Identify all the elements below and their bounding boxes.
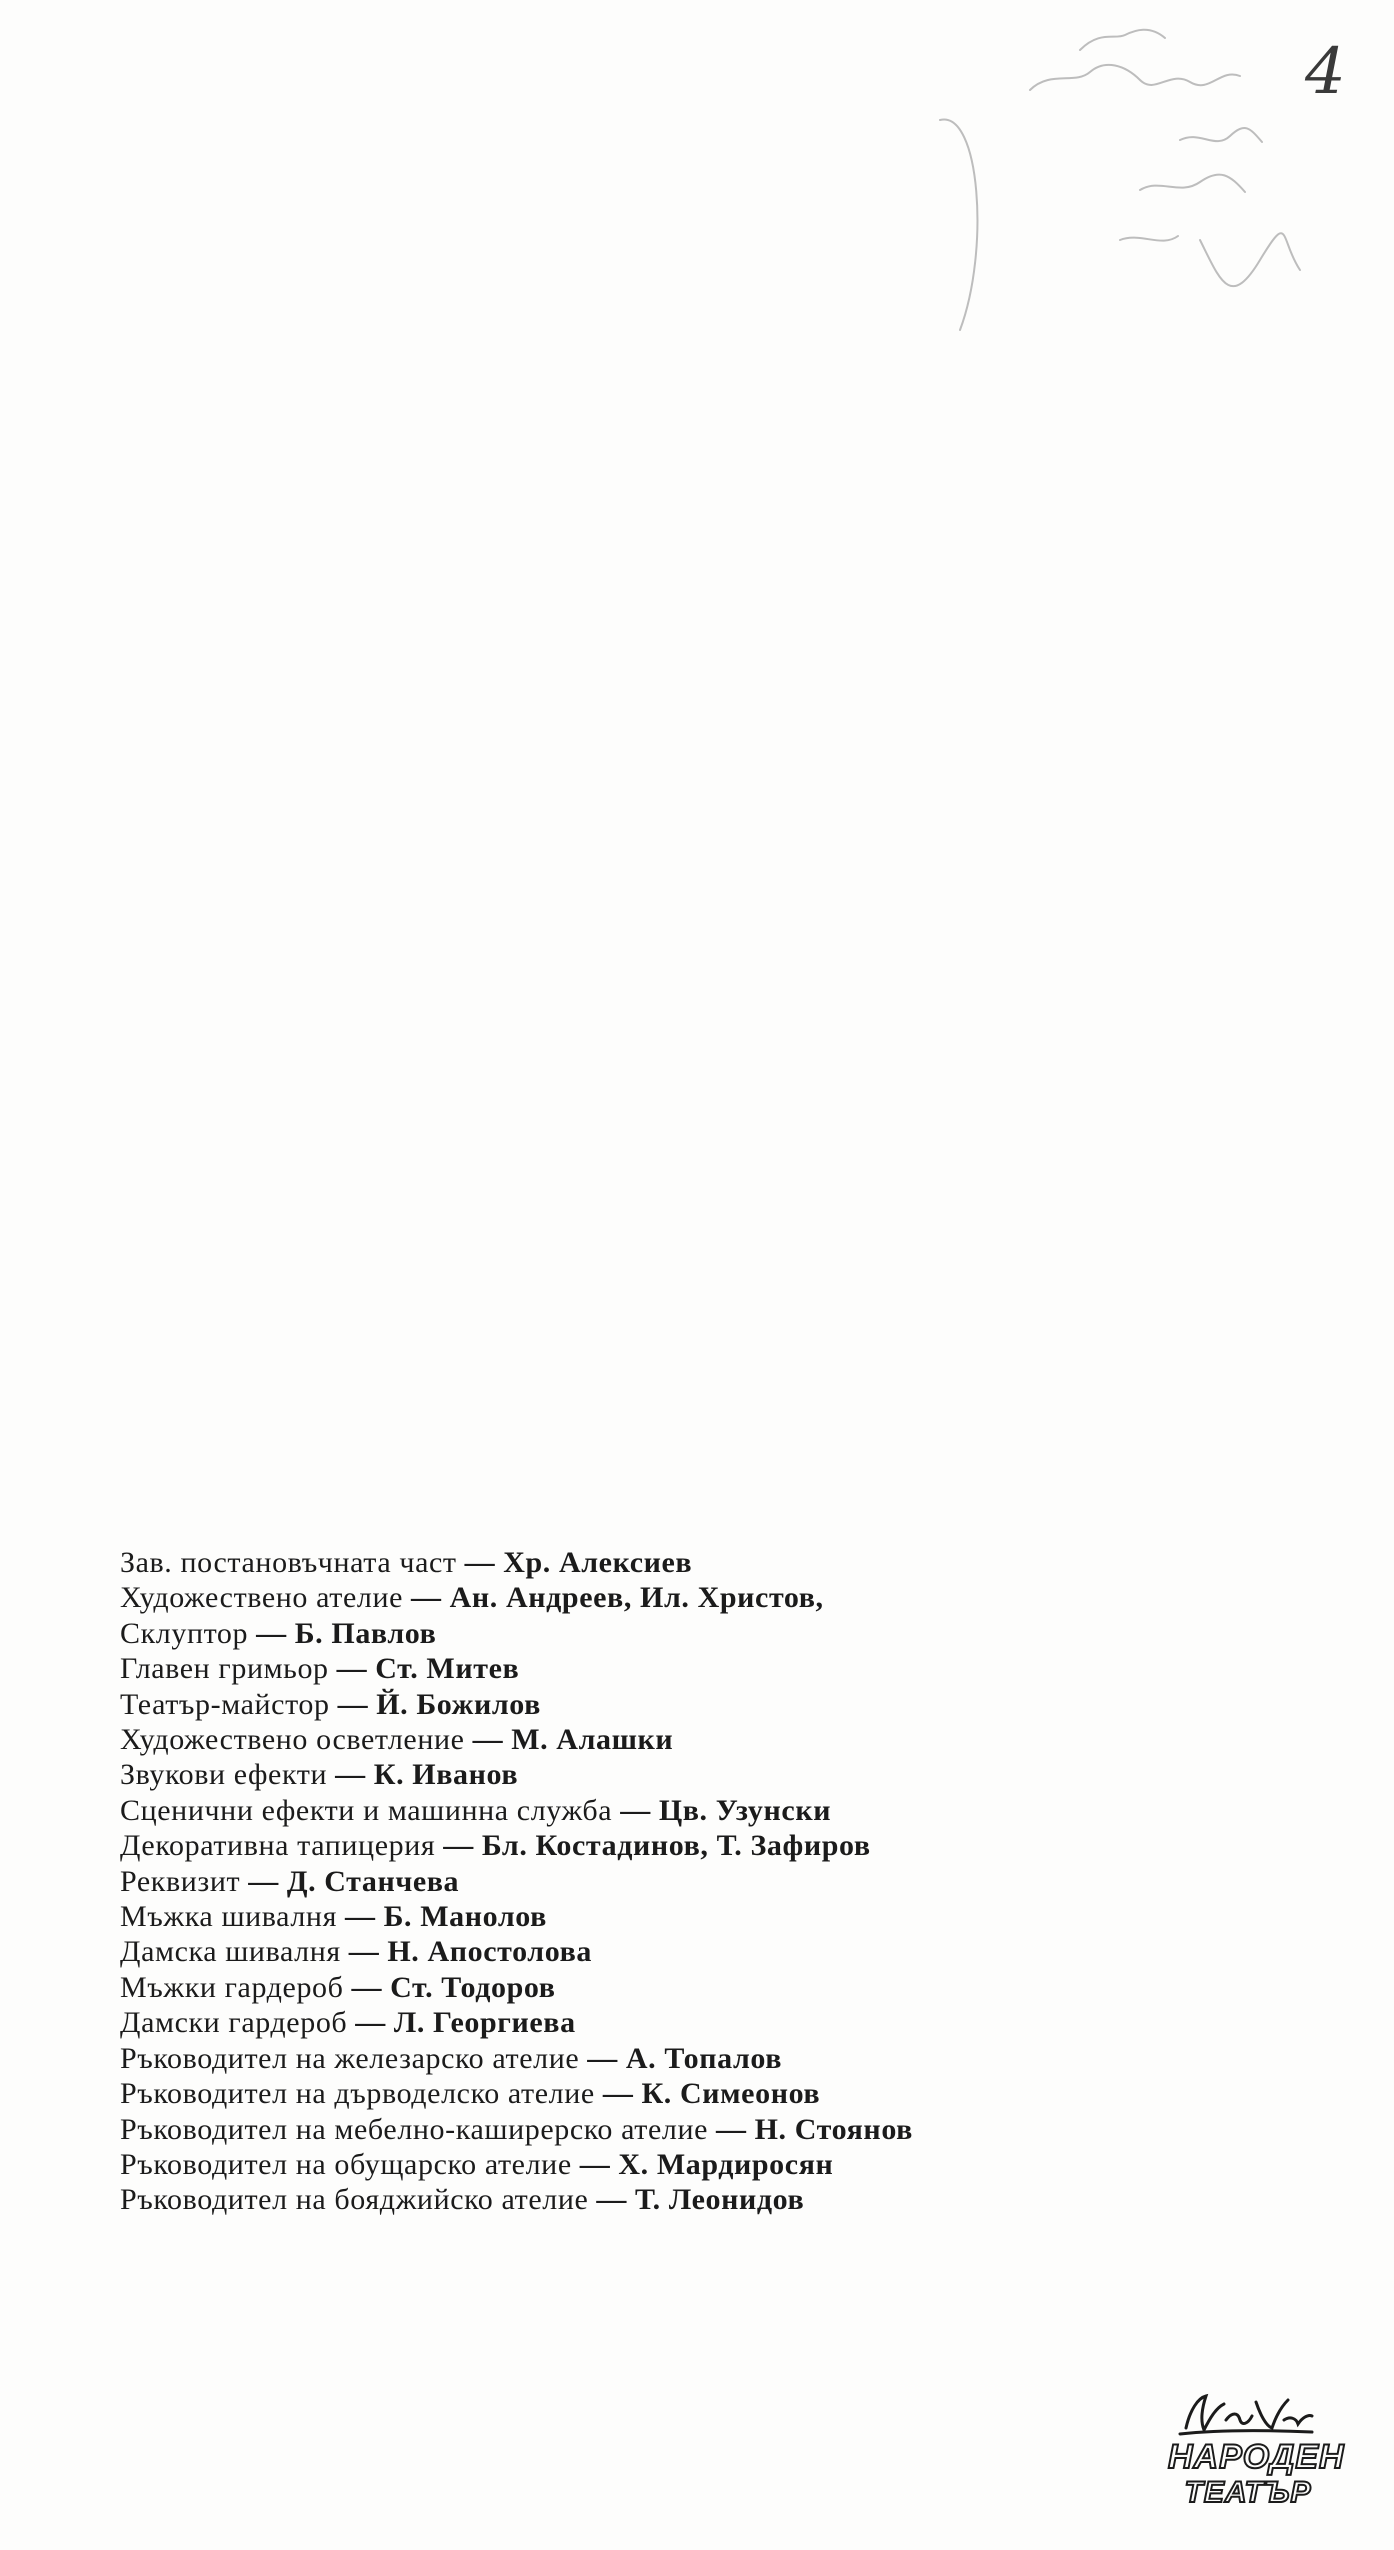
handwritten-archive-notes	[900, 10, 1360, 450]
credit-names: Й. Божилов	[376, 1687, 541, 1721]
credit-dash: —	[579, 2147, 611, 2181]
credit-role: Художествено ателие	[120, 1581, 404, 1615]
credit-role: Декоративна тапицерия	[120, 1829, 436, 1863]
production-credits-list	[120, 1545, 1270, 2218]
credit-line	[120, 1828, 1270, 1863]
credit-names: Бл. Костадинов, Т. Зафиров	[481, 1829, 871, 1863]
credit-role: Ръководител на бояджийско ателие	[120, 2183, 589, 2217]
credit-line	[120, 2005, 1270, 2040]
credit-dash: —	[464, 1546, 496, 1579]
credit-names: Х. Мардиросян	[618, 2147, 834, 2181]
credit-names: Б. Павлов	[294, 1616, 437, 1650]
credit-line	[120, 1687, 1270, 1722]
credit-dash: —	[351, 1970, 383, 2004]
credit-dash: —	[602, 2077, 634, 2111]
credit-dash: —	[336, 1652, 368, 1686]
credit-dash: —	[348, 1935, 380, 1969]
credit-line	[120, 1934, 1270, 1969]
logo-line-teatar: ТЕАТЪР	[1184, 2476, 1312, 2509]
credit-dash: —	[337, 1687, 369, 1721]
credit-role: Мъжка шивалня	[120, 1900, 337, 1934]
credit-line	[120, 1722, 1270, 1757]
credit-names: Б. Манолов	[383, 1900, 547, 1934]
credit-role: Ръководител на мебелно-каширерско ателие	[120, 2112, 709, 2146]
credit-dash: —	[587, 2041, 618, 2075]
credit-line	[120, 2112, 1270, 2147]
credit-names: А. Топалов	[625, 2041, 783, 2075]
credit-line	[120, 1793, 1270, 1828]
credit-dash: —	[596, 2183, 628, 2217]
credit-role: Художествено осветление	[120, 1723, 465, 1757]
credit-names: Т. Леонидов	[635, 2183, 805, 2217]
credit-dash: —	[620, 1793, 651, 1827]
credit-role: Мъжки гардероб	[120, 1970, 344, 2004]
credit-line	[120, 1651, 1270, 1686]
national-theatre-logo	[1168, 2390, 1345, 2520]
credit-names: Цв. Узунски	[658, 1793, 832, 1827]
credit-names: М. Алашки	[511, 1723, 674, 1757]
logo-line-narоden: НАРОДЕН	[1168, 2438, 1345, 2476]
credit-names: Н. Апостолова	[387, 1935, 592, 1969]
credit-dash: —	[411, 1581, 442, 1615]
credit-line	[120, 1757, 1270, 1792]
credit-role: Главен гримьор	[120, 1652, 329, 1686]
credit-names: Ст. Митев	[375, 1652, 520, 1686]
credit-names: Ан. Андреев, Ил. Христов,	[449, 1581, 824, 1615]
credit-names: К. Симеонов	[641, 2077, 821, 2111]
credit-role: Ръководител на железарско ателие	[120, 2041, 580, 2075]
credit-names: Ст. Тодоров	[390, 1970, 556, 2004]
credit-dash: —	[716, 2112, 747, 2146]
credit-line	[120, 2076, 1270, 2111]
credit-line	[120, 2147, 1270, 2182]
handwritten-page-number: 4	[1305, 35, 1346, 109]
credit-role: Дамска шивалня	[120, 1935, 341, 1969]
credit-role: Ръководител на обущарско ателие	[120, 2147, 572, 2181]
credit-dash: —	[335, 1758, 366, 1792]
credit-dash: —	[248, 1864, 279, 1898]
credit-line	[120, 1864, 1270, 1899]
credit-line	[120, 1545, 1270, 1580]
credit-names: Д. Станчева	[286, 1864, 460, 1898]
credit-names: Хр. Алексиев	[503, 1546, 693, 1579]
credit-dash: —	[443, 1829, 474, 1863]
credit-role: Дамски гардероб	[120, 2006, 348, 2040]
credit-role: Театър-майстор	[120, 1687, 330, 1721]
credit-dash: —	[472, 1723, 504, 1757]
signature-mark	[1176, 2390, 1316, 2438]
credit-line	[120, 1580, 1270, 1615]
credit-role: Звукови ефекти	[120, 1758, 328, 1792]
credit-line	[120, 1616, 1270, 1651]
credit-role: Склуптор	[120, 1616, 249, 1650]
credit-line	[120, 1970, 1270, 2005]
credit-names: Л. Георгиева	[393, 2006, 576, 2040]
credit-role: Ръководител на дърводелско ателие	[120, 2077, 595, 2111]
credit-names: К. Иванов	[373, 1758, 519, 1792]
credit-names: Н. Стоянов	[754, 2112, 913, 2146]
credit-role: Реквизит	[120, 1864, 241, 1898]
credit-dash: —	[355, 2006, 386, 2040]
credit-dash: —	[344, 1900, 376, 1934]
credit-dash: —	[256, 1616, 287, 1650]
credit-role: Сценични ефекти и машинна служба	[120, 1793, 613, 1827]
credit-line	[120, 2041, 1270, 2076]
credit-role: Зав. постановъчната част	[120, 1546, 457, 1579]
credit-line	[120, 2182, 1270, 2217]
credit-line	[120, 1899, 1270, 1934]
